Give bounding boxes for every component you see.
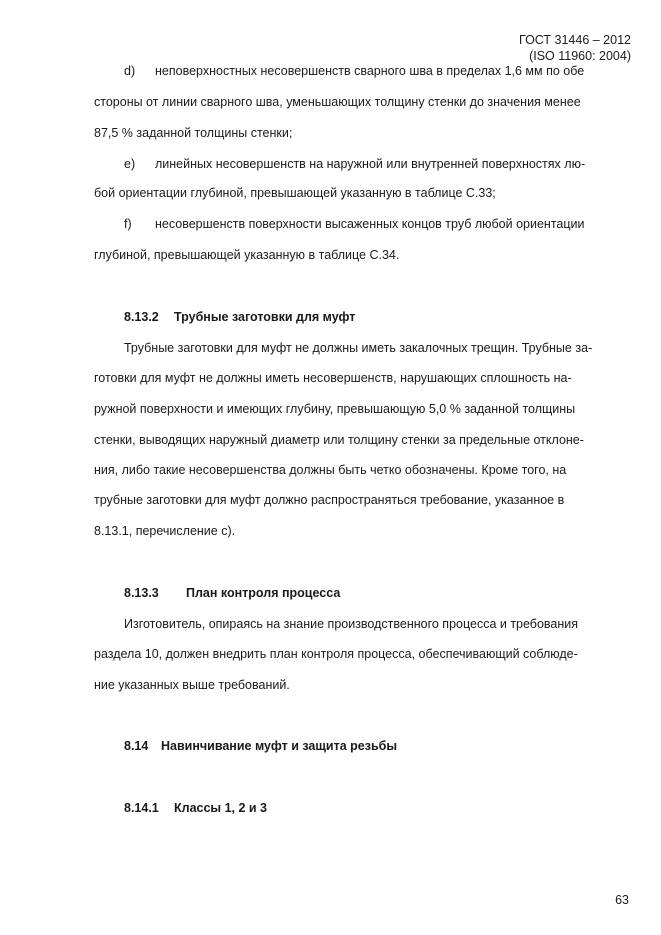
page-number: 63 bbox=[615, 893, 629, 907]
list-item-label-e: e) bbox=[124, 157, 136, 171]
header-standard: ГОСТ 31446 – 2012 bbox=[519, 33, 631, 47]
header-iso-reference: (ISO 11960: 2004) bbox=[529, 49, 631, 63]
list-item-e-line-1: линейных несовершенств на наружной или внутренней поверхностях лю- bbox=[155, 157, 586, 171]
paragraph-8-13-2-line-5: ния, либо такие несовершенства должны быть четко обозначены. Кроме того, на bbox=[94, 463, 567, 477]
list-item-d-line-2: стороны от линии сварного шва, уменьшающих толщину стенки до значения менее bbox=[94, 95, 581, 109]
list-item-f-line-2: глубиной, превышающей указанную в таблице С.34. bbox=[94, 248, 400, 262]
section-title-8-13-3: План контроля процесса bbox=[186, 586, 341, 600]
list-item-label-d: d) bbox=[124, 64, 136, 78]
paragraph-8-13-3-line-2: раздела 10, должен внедрить план контроля процесса, обеспечивающий соблюде- bbox=[94, 647, 578, 661]
section-number-8-13-2: 8.13.2 bbox=[124, 310, 159, 324]
section-number-8-14-1: 8.14.1 bbox=[124, 801, 159, 815]
paragraph-8-13-2-line-4: стенки, выводящих наружный диаметр или толщину стенки за предельные отклоне- bbox=[94, 433, 584, 447]
section-title-8-14-1: Классы 1, 2 и 3 bbox=[174, 801, 268, 815]
paragraph-8-13-2-line-2: готовки для муфт не должны иметь несовершенств, нарушающих сплошность на- bbox=[94, 371, 572, 385]
paragraph-8-13-2-line-1: Трубные заготовки для муфт не должны иметь закалочных трещин. Трубные за- bbox=[124, 341, 593, 355]
paragraph-8-13-2-line-3: ружной поверхности и имеющих глубину, превышающую 5,0 % заданной толщины bbox=[94, 402, 576, 416]
paragraph-8-13-2-line-6: трубные заготовки для муфт должно распространяться требование, указанное в bbox=[94, 493, 565, 507]
list-item-label-f: f) bbox=[124, 217, 132, 231]
list-item-f-line-1: несовершенств поверхности высаженных концов труб любой ориентации bbox=[155, 217, 585, 231]
paragraph-8-13-3-line-3: ние указанных выше требований. bbox=[94, 678, 290, 692]
section-number-8-13-3: 8.13.3 bbox=[124, 586, 159, 600]
paragraph-8-13-3-line-1: Изготовитель, опираясь на знание производственного процесса и требования bbox=[124, 617, 579, 631]
list-item-d-line-3: 87,5 % заданной толщины стенки; bbox=[94, 126, 293, 140]
section-title-8-13-2: Трубные заготовки для муфт bbox=[174, 310, 356, 324]
section-number-8-14: 8.14 bbox=[124, 739, 149, 753]
list-item-e-line-2: бой ориентации глубиной, превышающей указанную в таблице С.33; bbox=[94, 186, 496, 200]
paragraph-8-13-2-line-7: 8.13.1, перечисление с). bbox=[94, 524, 236, 538]
section-title-8-14: Навинчивание муфт и защита резьбы bbox=[161, 739, 398, 753]
list-item-d-line-1: неповерхностных несовершенств сварного шва в пределах 1,6 мм по обе bbox=[155, 64, 585, 78]
